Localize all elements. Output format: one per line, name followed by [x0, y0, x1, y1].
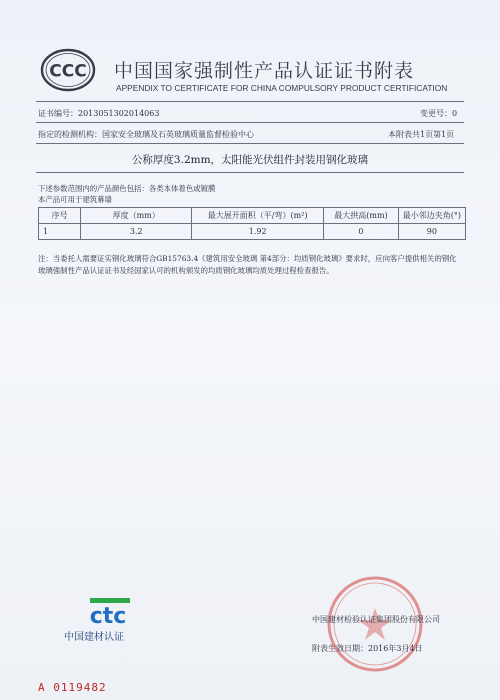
table-cell: 0 — [324, 224, 399, 240]
column-header: 厚度（mm） — [81, 208, 192, 224]
column-header: 最大拱高(mm) — [324, 208, 399, 224]
effective-date-row — [312, 643, 423, 654]
table-cell: 90 — [398, 224, 465, 240]
testing-lab: 国家安全玻璃及石英玻璃质量监督检验中心 — [102, 130, 254, 139]
document-subtitle: APPENDIX TO CERTIFICATE FOR CHINA COMPULSORY PRODUCT CERTIFICATION — [116, 83, 448, 93]
effective-date: 2016年3月4日 — [368, 644, 423, 653]
change-number: 0 — [452, 109, 458, 118]
header-divider — [36, 101, 464, 102]
testing-lab-label: 指定的检测机构： — [38, 130, 102, 139]
change-number-label: 变更号： — [420, 109, 452, 118]
product-heading: 公称厚度3.2mm，太阳能光伏组件封装用钢化玻璃 — [131, 154, 369, 166]
certificate-number-row — [38, 108, 159, 119]
ctc-logo-icon — [78, 596, 138, 626]
issuing-organization: 中国建材检验认证集团股份有限公司 — [312, 615, 440, 624]
table-cell: 3.2 — [81, 224, 192, 240]
scope-color-line: 下述参数范围内的产品颜色包括：各类本体着色或镀膜 — [38, 184, 216, 193]
column-header: 最小邻边夹角(°) — [398, 208, 465, 224]
svg-text:CCC: CCC — [49, 61, 87, 82]
scope-usage-line: 本产品可用于建筑幕墙 — [38, 195, 112, 204]
heading-divider — [36, 172, 464, 173]
column-header: 最大展开面积（平/弯）(m²) — [192, 208, 324, 224]
certificate-number: 2013051302014063 — [78, 109, 160, 118]
change-number-row — [420, 108, 457, 119]
testing-lab-row — [38, 129, 254, 140]
page-info: 本附表共1页第1页 — [388, 130, 455, 139]
table-row — [39, 224, 466, 240]
meta-divider — [36, 122, 464, 123]
table-cell: 1.92 — [192, 224, 324, 240]
effective-date-label: 附表生效日期： — [312, 644, 368, 653]
specification-table — [38, 207, 466, 240]
document-title: 中国国家强制性产品认证证书附表 — [114, 60, 415, 82]
certificate-number-label: 证书编号： — [38, 109, 78, 118]
serial-number: A 0119482 — [38, 681, 107, 694]
ctc-name: 中国建材认证 — [64, 632, 124, 643]
table-header-row — [39, 208, 466, 224]
table-cell: 1 — [39, 224, 81, 240]
lab-divider — [36, 143, 464, 144]
svg-text:ctc: ctc — [89, 604, 127, 626]
note-text: 注：当委托人需要证实钢化玻璃符合GB15763.4《建筑用安全玻璃 第4部分：均质钢化玻璃》要求时，应向客户提供相关的钢化玻璃强制性产品认证证书及经国家认可的机构颁发的均质钢化玻璃均质处理过程检查报告。 — [38, 254, 457, 275]
ccc-logo-icon — [40, 48, 96, 92]
column-header: 序号 — [39, 208, 81, 224]
